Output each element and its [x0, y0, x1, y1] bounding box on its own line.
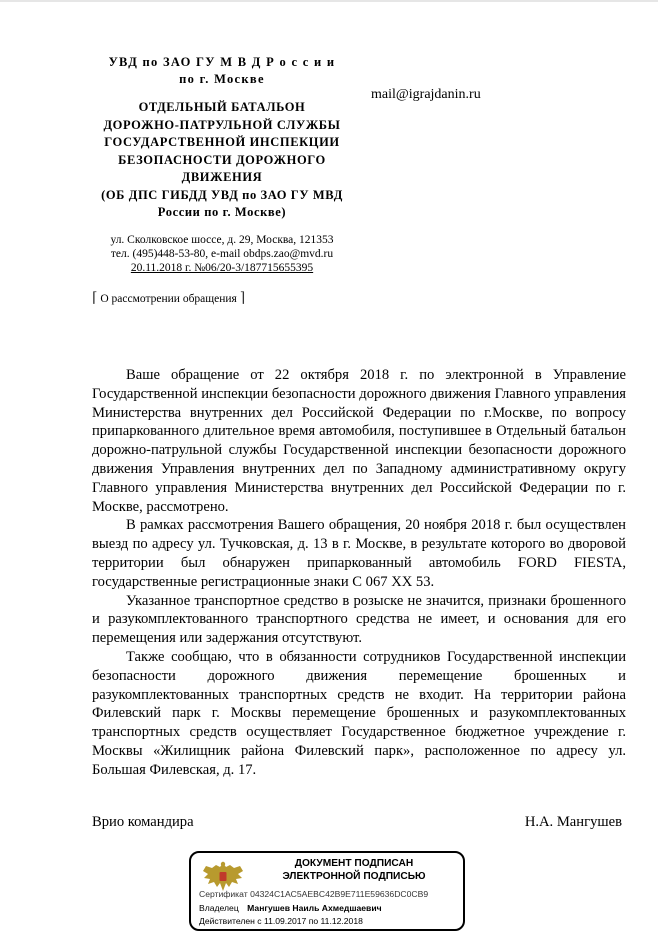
- body-paragraph: Также сообщаю, что в обязанности сотрудников Государственной инспекции безопасности дорожного движения перемещение брошенных и разукомплектованных транспортных средств не входит. На территории района Филевский парк г. Москвы перемещение брошенных и разукомплектованных транспортных средств осуществляет Государственное бюджетное учреждение г. Москвы «Жилищник района Филевский парк», расположенное по адресу ул. Большая Филевская, д. 17.: [92, 648, 626, 778]
- page-top-border: [0, 0, 658, 2]
- signer-position: Врио командира: [92, 814, 194, 830]
- letter-body: [92, 366, 626, 780]
- org-line: ОТДЕЛЬНЫЙ БАТАЛЬОН: [138, 100, 306, 114]
- org-line: ДОРОЖНО-ПАТРУЛЬНОЙ СЛУЖБЫ: [103, 117, 341, 132]
- sender-header: [84, 54, 360, 222]
- recipient-email: mail@igrajdanin.ru: [371, 87, 481, 102]
- owner-line: [199, 903, 382, 913]
- contact-info: тел. (495)448-53-80, e-mail obdps.zao@mvd.ru: [110, 248, 334, 260]
- corner-bracket-right-icon: ⌉: [239, 291, 246, 306]
- subject-line: [92, 290, 245, 307]
- org-line: ГОСУДАРСТВЕННОЙ ИНСПЕКЦИИ: [104, 135, 340, 149]
- org-line: БЕЗОПАСНОСТИ ДОРОЖНОГО: [118, 152, 326, 167]
- body-paragraph: Указанное транспортное средство в розыске не значится, признаки брошенного и разукомплектованного транспортного средства не имеет, и основания для его перемещения или задержания отсутствуют.: [92, 592, 626, 647]
- signer-name: Н.А. Мангушев: [524, 814, 622, 830]
- certificate-label: Сертификат: [199, 889, 248, 899]
- owner-value: Мангушев Наиль Ахмедшаевич: [247, 903, 382, 913]
- organization-name: [84, 99, 360, 222]
- ministry-line: УВД по ЗАО ГУ М В Д Р о с с и и: [108, 55, 336, 69]
- electronic-signature-stamp: [189, 851, 465, 931]
- sender-address: [84, 233, 360, 275]
- org-line: (ОБ ДПС ГИБДД УВД по ЗАО ГУ МВД: [101, 187, 343, 202]
- certificate-value: 04324C1AC5AEBC42B9E711E59636DC0CB9: [250, 889, 429, 899]
- subject-text: О рассмотрении обращения: [100, 293, 237, 305]
- org-line: России по г. Москве): [157, 205, 287, 219]
- body-paragraph: В рамках рассмотрения Вашего обращения, 20 ноября 2018 г. был осуществлен выезд по адресу ул. Тучковская, д. 13 в г. Москве, в результате которого во дворовой территории был обнаружен припаркованный автомобиль FORD FIESTA, государственные регистрационные знаки С 067 ХХ 53.: [92, 517, 626, 590]
- stamp-title: [249, 858, 459, 883]
- city-line: по г. Москве: [179, 72, 265, 86]
- signature-row: [92, 814, 622, 831]
- street-address: ул. Сколковское шоссе, д. 29, Москва, 121353: [110, 234, 334, 246]
- outgoing-reference: 20.11.2018 г. №06/20-3/187715655395: [130, 262, 314, 274]
- certificate-line: [199, 889, 428, 899]
- body-paragraph: Ваше обращение от 22 октября 2018 г. по электронной в Управление Государственной инспекции безопасности дорожного движения Главного управления Министерства внутренних дел Российской Федерации по г.Москве, по вопросу припаркованного длительное время автомобиля, поступившее в Отдельный батальон дорожно-патрульной службы Государственной инспекции безопасности дорожного движения Управления внутренних дел по Западному административному округу Главного управления Министерства внутренних дел Российской Федерации по г. Москве, рассмотрено.: [92, 367, 626, 515]
- validity-line: Действителен с 11.09.2017 по 11.12.2018: [199, 916, 363, 926]
- org-line: ДВИЖЕНИЯ: [181, 170, 263, 184]
- stamp-title-line: ЭЛЕКТРОННОЙ ПОДПИСЬЮ: [282, 870, 426, 882]
- stamp-title-line: ДОКУМЕНТ ПОДПИСАН: [294, 858, 414, 869]
- corner-bracket-left-icon: ⌈: [92, 291, 98, 306]
- owner-label: Владелец: [199, 903, 239, 913]
